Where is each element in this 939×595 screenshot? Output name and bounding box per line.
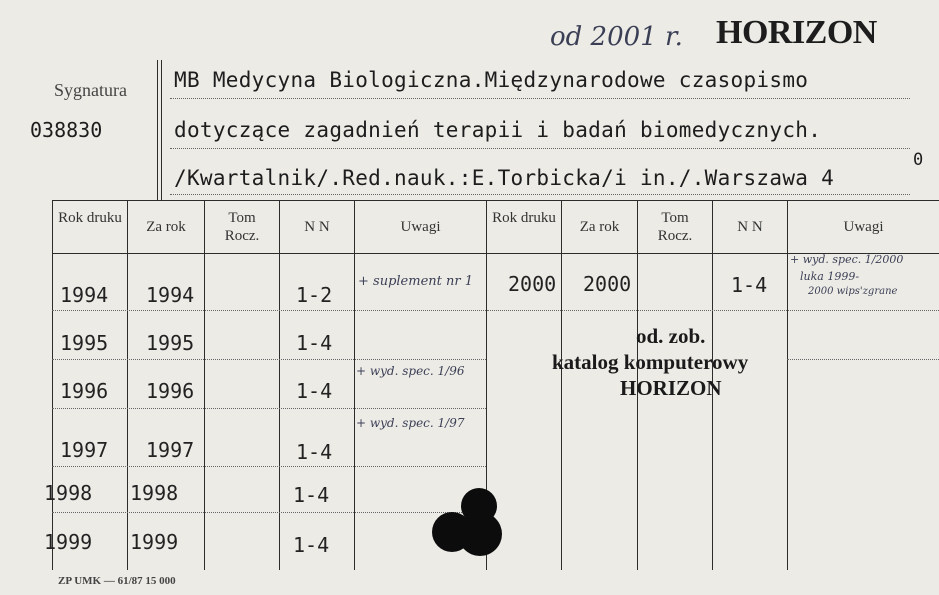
title-line-1: MB Medycyna Biologiczna.Międzynarodowe czasopismo [174, 68, 809, 92]
punched-hole-shape [430, 486, 510, 566]
header-rok-druku: Rok druku [58, 210, 122, 226]
row-2000-uwagi-line-2: luka 1999- [800, 270, 860, 283]
table-left-border [52, 200, 53, 570]
header-za-rok: Za rok [146, 219, 186, 235]
row-1997-uwagi: + wyd. spec. 1/97 [356, 416, 465, 430]
row-rule-1 [52, 310, 486, 311]
format-superscript: 0 [913, 150, 924, 170]
col-divider-9 [787, 200, 788, 570]
title-line-2: dotyczące zagadnień terapii i badań biomedycznych. [174, 118, 822, 142]
row-rule-4 [52, 466, 486, 467]
stamp-line-3: HORIZON [620, 376, 722, 400]
row-1994-za-rok: 1994 [146, 283, 195, 307]
row-2000-uwagi-line-1: + wyd. spec. 1/2000 [790, 253, 904, 266]
header-za-rok-2: Za rok [579, 219, 620, 235]
col-divider-1 [127, 200, 128, 570]
table-top-rule [52, 200, 939, 201]
row-1994-uwagi: + suplement nr 1 [358, 274, 473, 289]
row-1996-rok: 1996 [60, 379, 109, 403]
print-code: ZP UMK — 61/87 15 000 [58, 575, 176, 587]
header-tom-rocz-2: Tom Rocz. [657, 210, 693, 244]
header-nn: N N [304, 219, 330, 235]
row-2000-uwagi-line-3: 2000 wips'zgrane [808, 286, 898, 297]
header-uwagi-2: Uwagi [843, 219, 884, 235]
header-tom-rocz: Tom Rocz. [224, 210, 260, 244]
row-rule-2 [52, 359, 486, 360]
row-1999-za-rok: 1999 [130, 530, 179, 554]
title-line-3: /Kwartalnik/.Red.nauk.:E.Torbicka/i in./.Warszawa 4 [174, 166, 835, 190]
signature-number: 038830 [30, 118, 103, 142]
row-rule-3 [52, 408, 486, 409]
row-1995-nn: 1-4 [296, 331, 333, 355]
horizon-stamp-top: HORIZON [716, 14, 877, 51]
col-divider-4 [354, 200, 355, 570]
row-1998-nn: 1-4 [293, 483, 330, 507]
signature-divider-2 [161, 60, 162, 200]
row-1996-za-rok: 1996 [146, 379, 195, 403]
row-1999-rok: 1999 [44, 530, 93, 554]
header-rok-druku-2: Rok druku [492, 210, 556, 226]
row-1998-za-rok: 1998 [130, 481, 179, 505]
punched-hole [430, 486, 510, 566]
row-1997-za-rok: 1997 [146, 438, 195, 462]
row-1996-nn: 1-4 [296, 379, 333, 403]
signature-label: Sygnatura [54, 80, 127, 100]
row-1998-rok: 1998 [44, 481, 93, 505]
row-rule-right-1 [487, 310, 939, 311]
row-1996-uwagi: + wyd. spec. 1/96 [356, 364, 465, 378]
row-2000-nn: 1-4 [731, 273, 768, 297]
row-1994-rok: 1994 [60, 283, 109, 307]
stamp-line-2: katalog komputerowy [552, 350, 749, 374]
header-uwagi: Uwagi [400, 219, 441, 235]
col-divider-2 [204, 200, 205, 570]
row-2000-rok: 2000 [508, 272, 557, 296]
signature-divider-1 [157, 60, 158, 200]
row-1997-rok: 1997 [60, 438, 109, 462]
title-dotted-rule-2 [170, 148, 910, 149]
header-nn-2: N N [737, 219, 763, 235]
handwritten-date-note: od 2001 r. [550, 22, 683, 52]
col-divider-3 [279, 200, 280, 570]
row-1995-za-rok: 1995 [146, 331, 195, 355]
row-2000-za-rok: 2000 [583, 272, 632, 296]
title-dotted-rule-3 [170, 194, 910, 195]
row-1999-nn: 1-4 [293, 533, 330, 557]
stamp-line-1: od. zob. [636, 324, 706, 348]
row-1995-rok: 1995 [60, 331, 109, 355]
row-1997-nn: 1-4 [296, 440, 333, 464]
row-rule-5 [52, 512, 486, 513]
title-dotted-rule-1 [170, 98, 910, 99]
row-1994-nn: 1-2 [296, 283, 333, 307]
row-rule-right-2 [787, 359, 939, 360]
col-divider-6 [561, 200, 562, 570]
